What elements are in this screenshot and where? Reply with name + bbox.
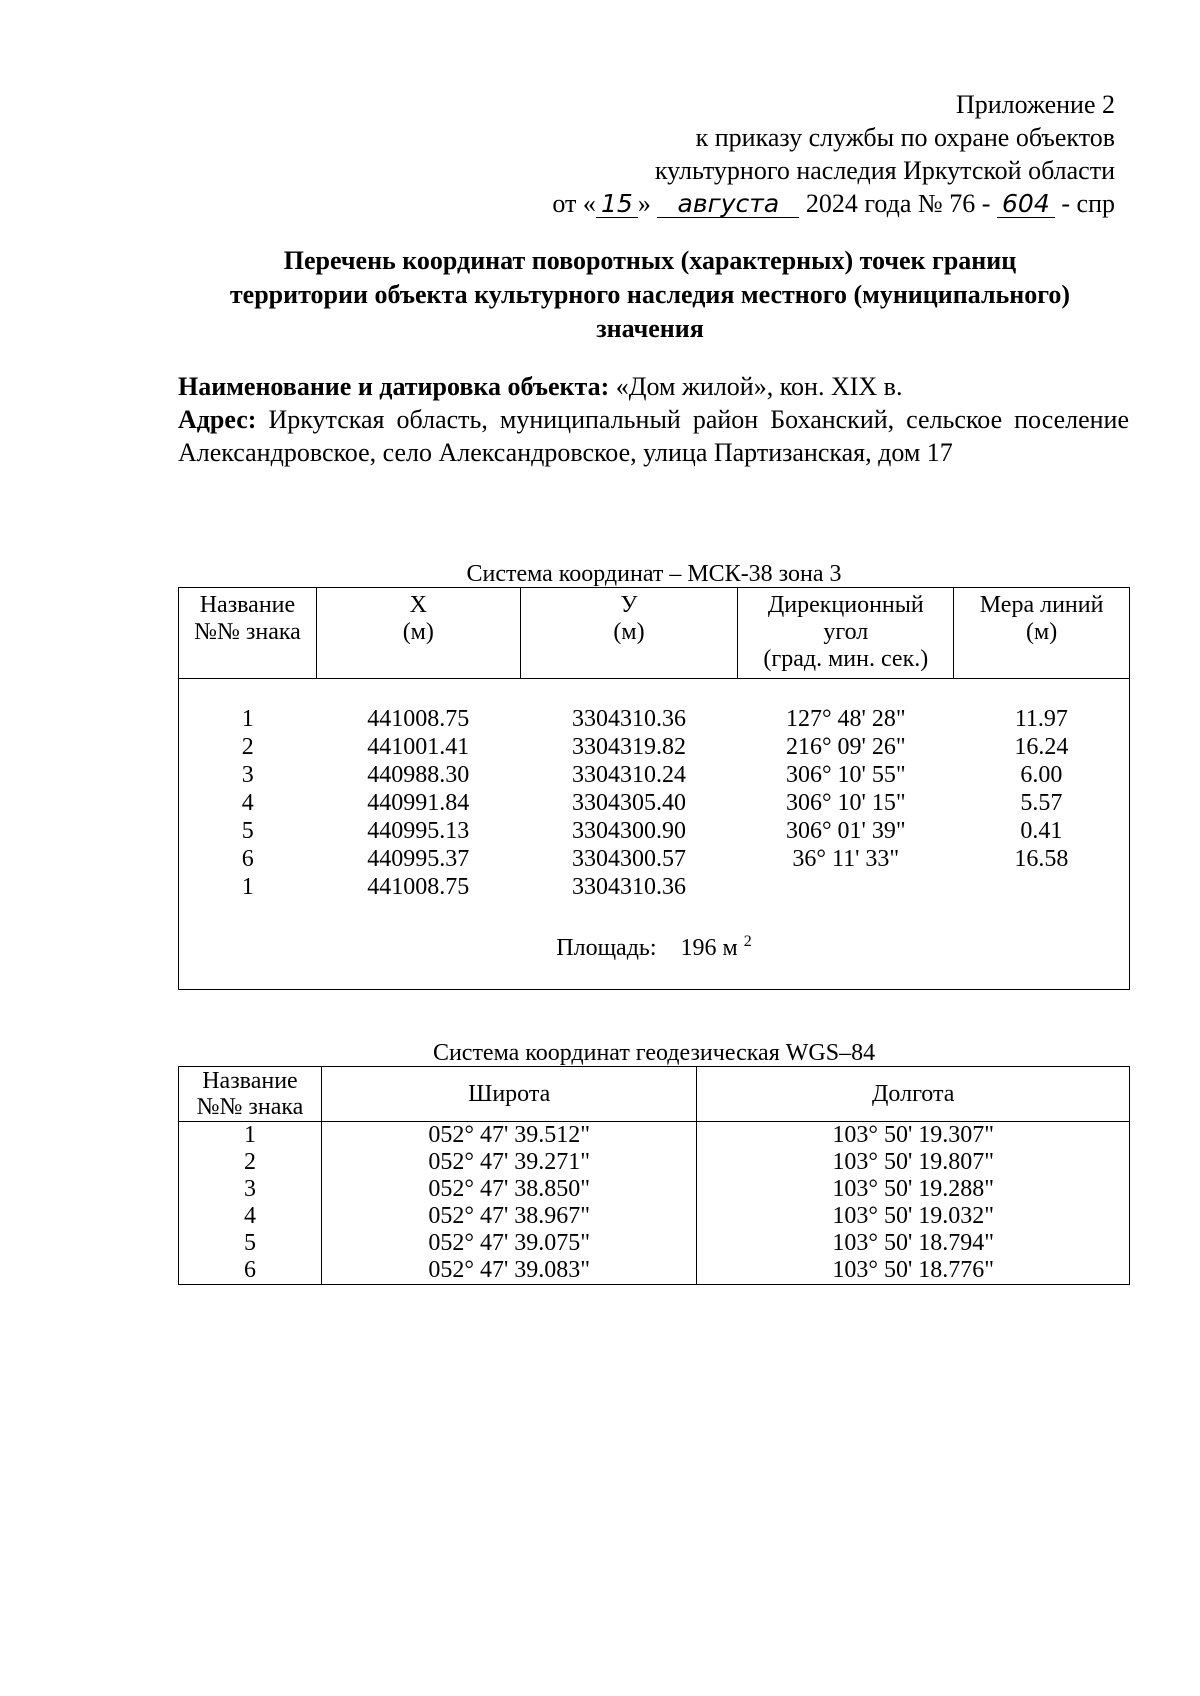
table-row: 4 440991.84 3304305.40 306° 10' 15" 5.57 xyxy=(241,790,1063,816)
object-info xyxy=(178,370,1129,469)
area-label: Площадь: xyxy=(556,935,657,961)
header-longitude: Долгота xyxy=(697,1067,1130,1122)
address-label: Адрес: xyxy=(178,405,257,434)
area-cell xyxy=(179,901,1130,990)
document-title xyxy=(170,244,1130,346)
header-bearing: Дирекционный угол (град. мин. сек.) xyxy=(738,588,954,679)
address-value: Иркутская область, муниципальный район Боханский, сельское поселение Александровское, село Александровское, улица Партизанская, дом 17 xyxy=(178,405,1129,467)
object-name-line xyxy=(178,370,1129,403)
date-prefix: от « xyxy=(552,189,596,218)
table2-caption: Система координат геодезическая WGS–84 xyxy=(432,1040,876,1066)
date-year-text: 2024 года № 76 - xyxy=(805,189,991,218)
table-row: 5 052° 47' 39.075" 103° 50' 18.794" xyxy=(179,1230,1130,1257)
header-x: X (м) xyxy=(316,588,520,679)
table-row: 1 052° 47' 39.512" 103° 50' 19.307" xyxy=(179,1122,1130,1150)
wgs84-coordinates-table xyxy=(178,1066,1130,1285)
header-latitude: Широта xyxy=(321,1067,697,1122)
object-address xyxy=(178,403,1129,469)
header-point-name: Название №№ знака xyxy=(179,588,317,679)
table-row: 3 052° 47' 38.850" 103° 50' 19.288" xyxy=(179,1176,1130,1203)
table-row: 4 052° 47' 38.967" 103° 50' 19.032" xyxy=(179,1203,1130,1230)
table-row: 6 052° 47' 39.083" 103° 50' 18.776" xyxy=(179,1257,1130,1285)
table1-caption: Система координат – МСК-38 зона 3 xyxy=(466,561,842,587)
table-row: 2 052° 47' 39.271" 103° 50' 19.807" xyxy=(179,1149,1130,1176)
table-row: 1 441008.75 3304310.36 xyxy=(241,874,686,900)
order-suffix: - спр xyxy=(1061,189,1115,218)
msk38-coordinates-table xyxy=(178,587,1130,990)
handwritten-order-number: 604 xyxy=(997,191,1055,218)
issuing-authority: культурного наследия Иркутской области xyxy=(654,156,1115,185)
header-length: Мера линий (м) xyxy=(954,588,1130,679)
order-date-line xyxy=(552,187,1115,220)
area-row xyxy=(179,901,1130,990)
area-value: 196 м xyxy=(680,935,738,961)
table-row: 5 440995.13 3304300.90 306° 01' 39" 0.41 xyxy=(241,818,1063,844)
object-name-value: «Дом жилой», кон. XIX в. xyxy=(615,372,903,401)
appendix-header xyxy=(552,88,1115,220)
table-spacer xyxy=(179,679,1130,706)
header-point-name: Название №№ знака xyxy=(179,1067,322,1122)
handwritten-day: 15 xyxy=(596,191,638,218)
table-row: 6 440995.37 3304300.57 36° 11' 33" 16.58 xyxy=(241,846,1069,872)
table-row: 1 441008.75 3304310.36 127° 48' 28" 11.97 xyxy=(241,706,1068,732)
appendix-number: Приложение 2 xyxy=(955,90,1115,119)
title-line-3: значения xyxy=(596,314,704,343)
handwritten-month: августа xyxy=(657,191,799,218)
table-row: 2 441001.41 3304319.82 216° 09' 26" 16.24 xyxy=(241,734,1069,760)
table-row: 3 440988.30 3304310.24 306° 10' 55" 6.00 xyxy=(241,762,1063,788)
date-quote-close: » xyxy=(637,189,651,218)
order-reference: к приказу службы по охране объектов xyxy=(695,123,1115,152)
title-line-1: Перечень координат поворотных (характерных) точек границ xyxy=(283,246,1017,275)
header-y: У (м) xyxy=(520,588,738,679)
title-line-2: территории объекта культурного наследия местного (муниципального) xyxy=(229,280,1071,309)
object-name-label: Наименование и датировка объекта: xyxy=(178,372,610,401)
area-unit-superscript: 2 xyxy=(743,933,752,950)
